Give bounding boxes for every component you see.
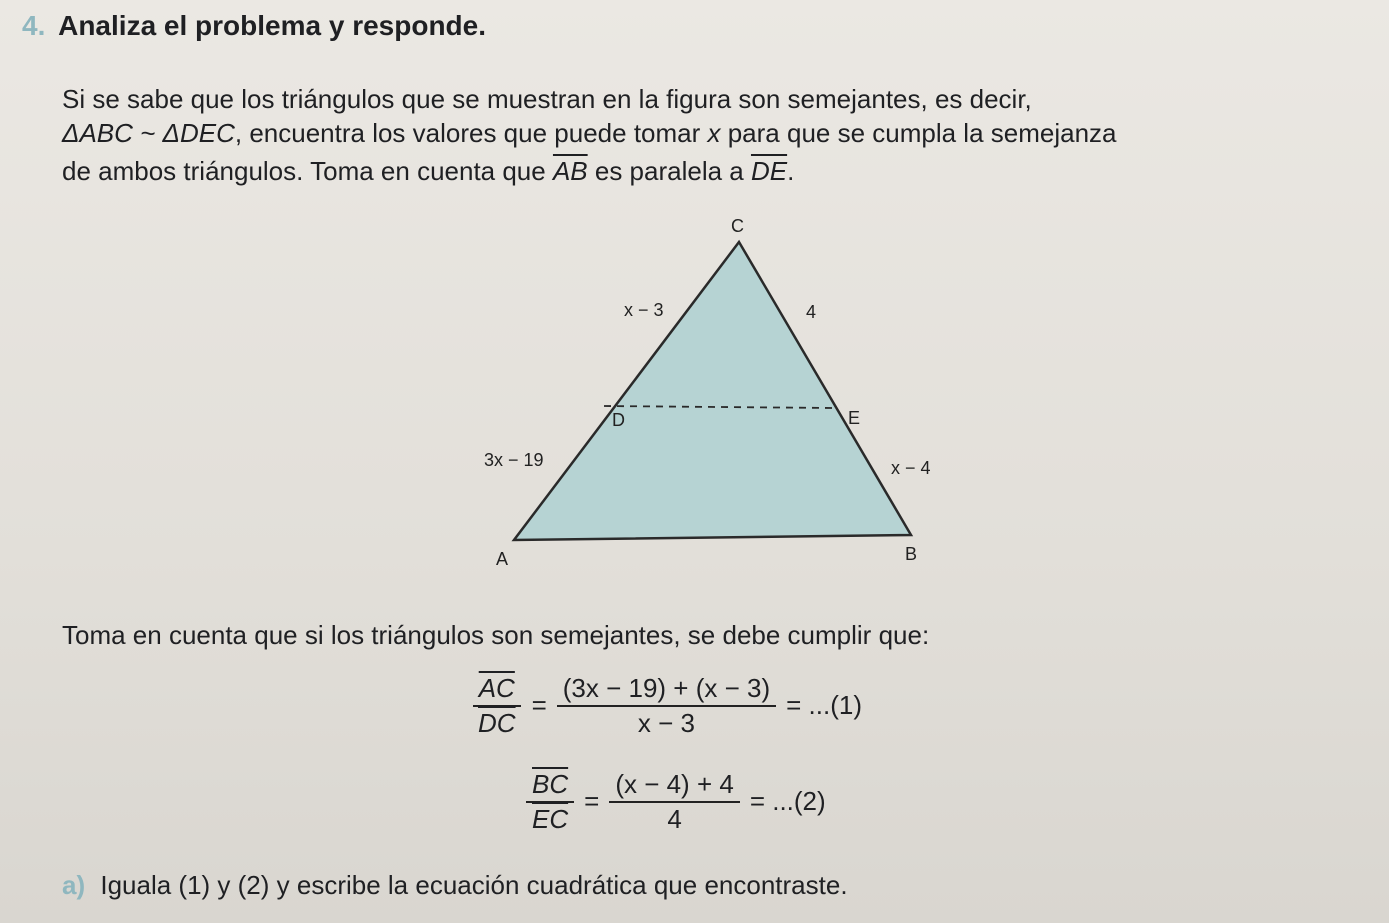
- statement-text-2a: , encuentra los valores que puede tomar: [234, 118, 708, 148]
- condition-text: Toma en cuenta que si los triángulos son semejantes, se debe cumplir que:: [62, 620, 930, 650]
- statement-text-3c: .: [787, 156, 795, 186]
- eq2-rhs-fraction: [609, 768, 740, 835]
- item-a-text: Iguala (1) y (2) y escribe la ecuación cuadrática que encontraste.: [100, 870, 848, 900]
- similarity-notation: ΔABC ~ ΔDEC: [62, 118, 235, 148]
- statement-text-2b: para que se cumpla la semejanza: [720, 118, 1117, 148]
- eq1-lhs-numerator: $\overline{AC}$: [473, 672, 521, 707]
- eq2-rhs-numerator: (x − 4) + 4: [609, 768, 740, 803]
- equation-1: [466, 672, 866, 739]
- fraction-bc-ec: [526, 768, 574, 835]
- vertex-d-label: D: [612, 410, 625, 430]
- fraction-ac-dc: [472, 672, 522, 739]
- statement-text-3b: es paralela a: [587, 156, 751, 186]
- eq2-lhs-denominator: EC: [532, 803, 569, 834]
- variable-x: x: [707, 118, 721, 148]
- eq1-equals: =: [531, 690, 547, 720]
- eq1-rhs-numerator: (3x − 19) + (x − 3): [557, 672, 776, 707]
- side-dc-label: x − 3: [624, 300, 664, 320]
- side-ad-label: 3x − 19: [484, 450, 544, 470]
- eq2-rhs-denominator: 4: [667, 803, 682, 834]
- eq1-rhs-denominator: x − 3: [637, 707, 695, 738]
- equation-2: [520, 768, 830, 835]
- eq1-tag: = ...(1): [786, 690, 862, 720]
- triangle-abc: [514, 242, 911, 540]
- item-a-label: a): [62, 870, 86, 900]
- vertex-e-label: E: [848, 408, 861, 428]
- vertex-b-label: B: [905, 544, 918, 564]
- eq2-lhs-numerator: $\overline{BC}$: [526, 768, 574, 803]
- exercise-title: Analiza el problema y responde.: [58, 10, 487, 41]
- segment-de: $\overline{DE}$: [750, 156, 788, 186]
- statement-text-3a: de ambos triángulos. Toma en cuenta que: [62, 156, 553, 186]
- item-a: [62, 870, 848, 901]
- segment-ab: $\overline{AB}$: [552, 156, 588, 186]
- eq1-rhs-fraction: [557, 672, 776, 739]
- side-be-label: x − 4: [891, 458, 931, 478]
- exercise-number: 4.: [22, 10, 46, 41]
- eq1-lhs-denominator: DC: [478, 707, 516, 738]
- vertex-a-label: A: [496, 549, 509, 569]
- statement-text-1: Si se sabe que los triángulos que se muestran en la figura son semejantes, es decir,: [62, 84, 1032, 114]
- eq2-equals: =: [584, 786, 600, 816]
- vertex-c-label: C: [731, 216, 744, 236]
- eq2-tag: = ...(2): [749, 786, 826, 816]
- side-ec-label: 4: [806, 302, 817, 322]
